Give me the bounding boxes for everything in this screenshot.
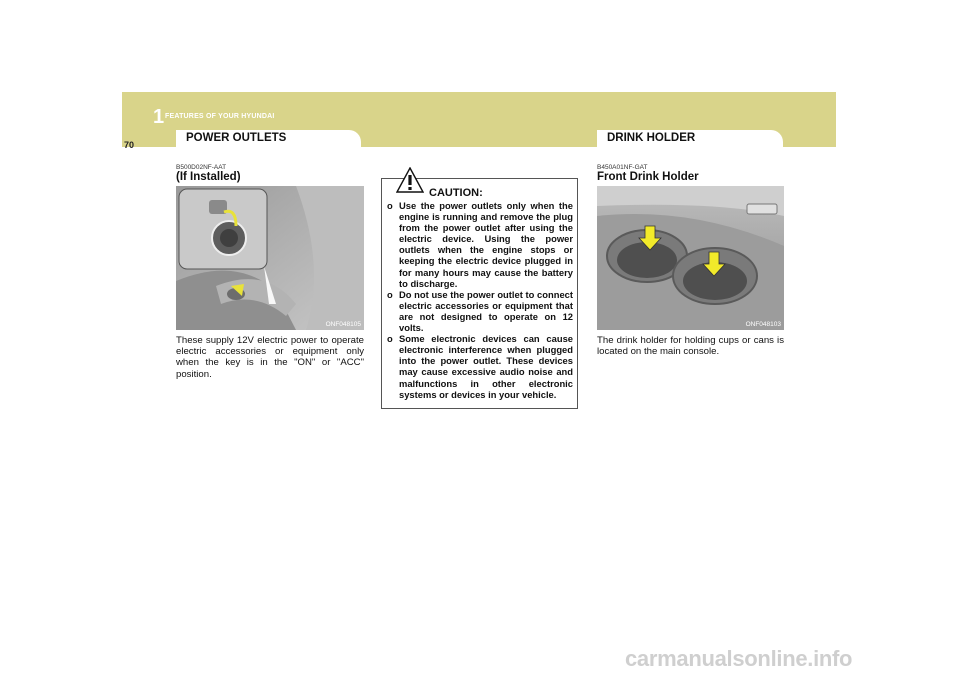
caution-box — [381, 178, 578, 409]
warning-triangle-icon — [396, 167, 424, 193]
drink-holder-description: The drink holder for holding cups or cans is located on the main console. — [597, 335, 784, 358]
drink-holder-photo — [597, 186, 784, 330]
image-code: ONF048103 — [745, 321, 781, 328]
section-tab-power-outlets — [176, 130, 361, 148]
caution-title: CAUTION: — [429, 187, 483, 199]
subheading: (If Installed) — [176, 171, 241, 183]
section-title: DRINK HOLDER — [607, 132, 696, 144]
list-item: o Do not use the power outlet to connect electric accessories or equipment that are not designed to operate on 12 volts. — [387, 288, 573, 334]
power-outlets-description: These supply 12V electric power to operate electric accessories or equipment only when the key is in the "ON" or "ACC" position. — [176, 335, 364, 380]
chapter-title: FEATURES OF YOUR HYUNDAI — [165, 113, 275, 120]
section-code: B450A01NF-GAT — [597, 164, 648, 171]
section-title: POWER OUTLETS — [186, 132, 287, 144]
watermark: carmanualsonline.info — [625, 646, 853, 671]
subheading: Front Drink Holder — [597, 171, 699, 183]
section-code: B500D02NF-AAT — [176, 164, 227, 171]
chapter-number: 1 — [153, 106, 165, 128]
list-item: o Use the power outlets only when the engine is running and remove the plug from the power outlet after using the electric device. Using the power outlets when the engine stops or keeping the electric device plugged in for many hours may cause the battery to discharge. — [387, 200, 573, 289]
list-item: o Some electronic devices can cause electronic interference when plugged into the power outlet. These devices may cause excessive audio noise and malfunctions in other electronic systems or devices in your vehicle. — [387, 333, 573, 400]
section-tab-drink-holder — [597, 130, 783, 148]
power-outlet-photo — [176, 186, 364, 330]
page-number: 70 — [124, 140, 135, 150]
image-code: ONF048105 — [325, 321, 361, 328]
caution-list — [387, 200, 573, 400]
